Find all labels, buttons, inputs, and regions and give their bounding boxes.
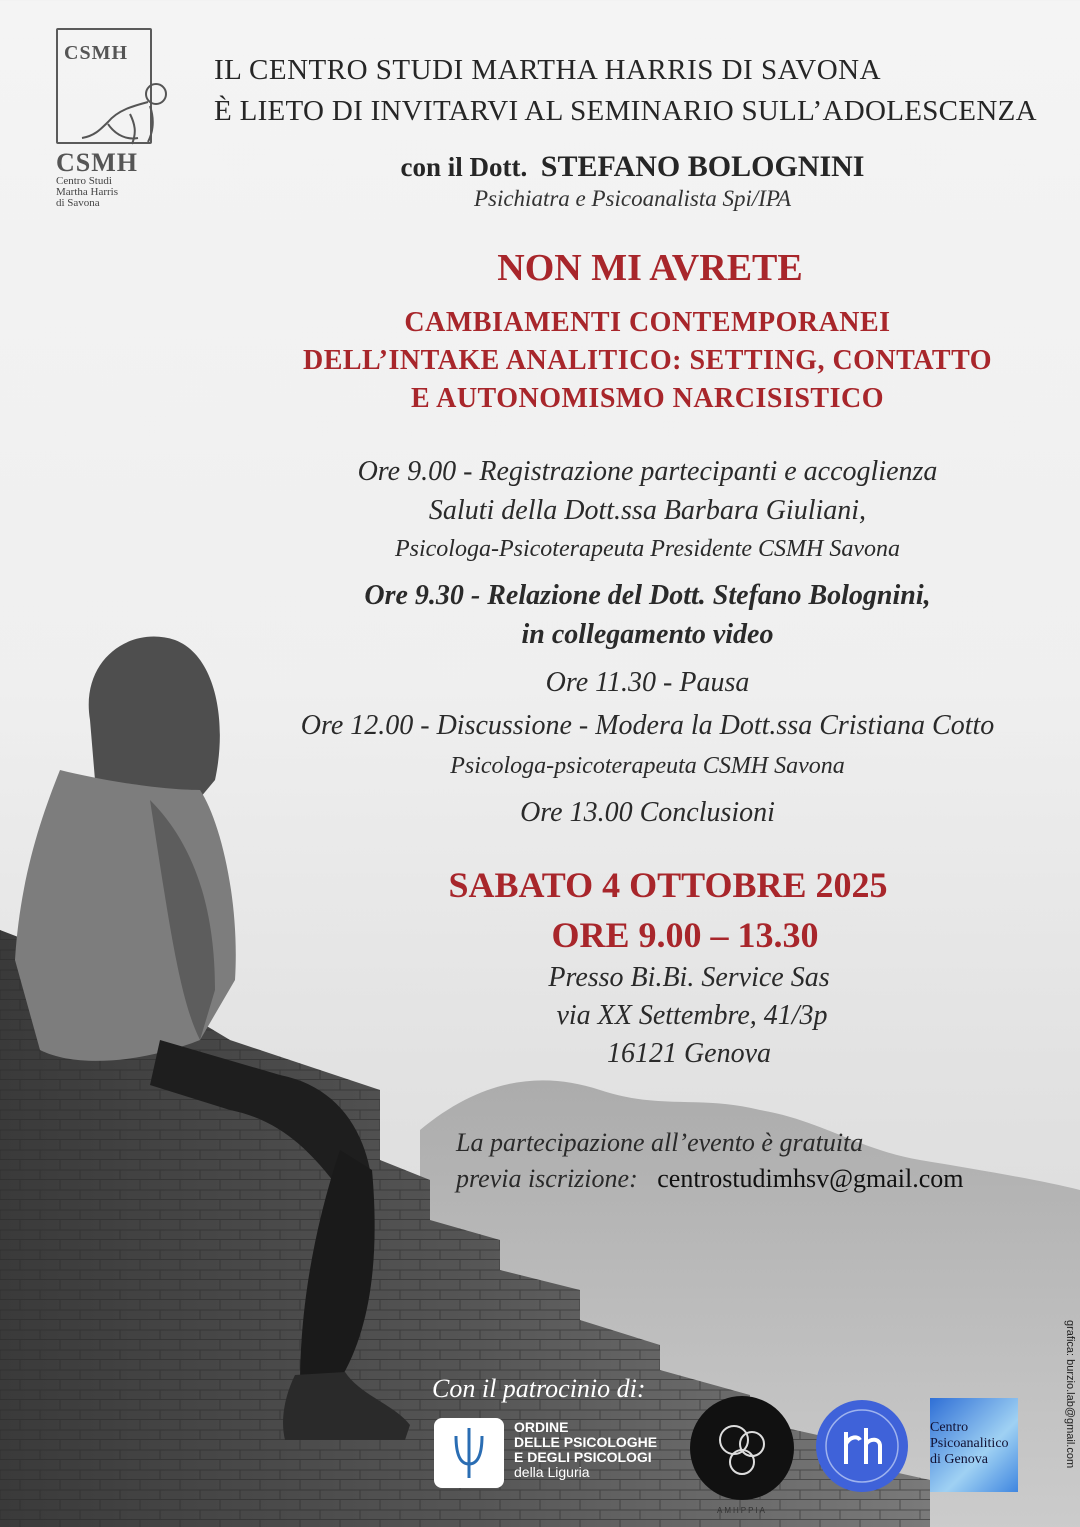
program-item: Psicologa-psicoterapeuta CSMH Savona [450,753,845,779]
header-line-2: È LIETO DI INVITARVI AL SEMINARIO SULL’ADOLESCENZA [214,95,1037,127]
program-item: Ore 9.30 - Relazione del Dott. Stefano Bolognini, [364,580,931,611]
ordine-name: ORDINE DELLE PSICOLOGHE E DEGLI PSICOLOGI della Liguria [514,1419,658,1480]
venue-line-3: 16121 Genova [606,1038,772,1069]
event-time: ORE 9.00 – 13.30 [551,915,819,955]
logo-box-text: CSMH [64,42,128,64]
program-item: in collegamento video [521,619,774,650]
crawling-baby-icon [78,80,174,150]
guest-prefix: con il Dott. [400,152,528,182]
design-credit: grafica: burzio.lab@gmail.com [1064,1320,1076,1469]
amhppia-knot-icon [690,1396,794,1500]
program-item: Ore 11.30 - Pausa [545,667,750,698]
rh-monogram-icon [816,1400,908,1492]
psi-symbol-icon [434,1418,504,1488]
subtitle-line-3: E AUTONOMISMO NARCISISTICO [410,383,885,414]
cpg-name: Centro Psicoanalitico di Genova [930,1420,1009,1467]
venue-line-2: via XX Settembre, 41/3p [556,1000,828,1031]
program-item: Psicologa-Psicoterapeuta Presidente CSMH Savona [394,536,900,562]
subtitle-line-1: CAMBIAMENTI CONTEMPORANEI [404,307,891,338]
amhppia-label: AMHPPIA [716,1506,767,1515]
guest-name: STEFANO BOLOGNINI [540,150,865,183]
seminar-title: NON MI AVRETE [497,247,803,289]
contact-email[interactable]: centrostudimhsv@gmail.com [657,1164,964,1193]
program-item: Ore 12.00 - Discussione - Modera la Dott.ssa Cristiana Cotto [300,710,995,741]
program-item: Ore 9.00 - Registrazione partecipanti e accoglienza [357,456,938,487]
venue-line-1: Presso Bi.Bi. Service Sas [548,962,830,993]
registration-line [456,1164,1076,1194]
header-line-1: IL CENTRO STUDI MARTHA HARRIS DI SAVONA [214,54,882,86]
registration-note: La partecipazione all’evento è gratuita [456,1128,864,1157]
sponsor-ordine-psicologi [434,1414,674,1492]
logo-wordmark: CSMH [56,148,138,177]
subtitle-line-2: DELL’INTAKE ANALITICO: SETTING, CONTATTO [302,345,993,376]
sponsors-label: Con il patrocinio di: [432,1374,646,1403]
logo-subtitle: Centro Studi Martha Harris di Savona [56,175,119,209]
guest-role: Psichiatra e Psicoanalista Spi/IPA [473,186,792,211]
sponsor-rh-logo [816,1400,908,1492]
program-item: Ore 13.00 Conclusioni [520,797,775,828]
program-item: Saluti della Dott.ssa Barbara Giuliani, [428,495,867,526]
guest-line [0,150,1080,184]
logo-frame [56,28,152,144]
sponsor-amhppia-logo [690,1396,794,1500]
event-date: SABATO 4 OTTOBRE 2025 [448,865,888,905]
registration-label: previa iscrizione: [456,1164,638,1193]
sponsor-centro-psicoanalitico-genova [930,1398,1018,1492]
